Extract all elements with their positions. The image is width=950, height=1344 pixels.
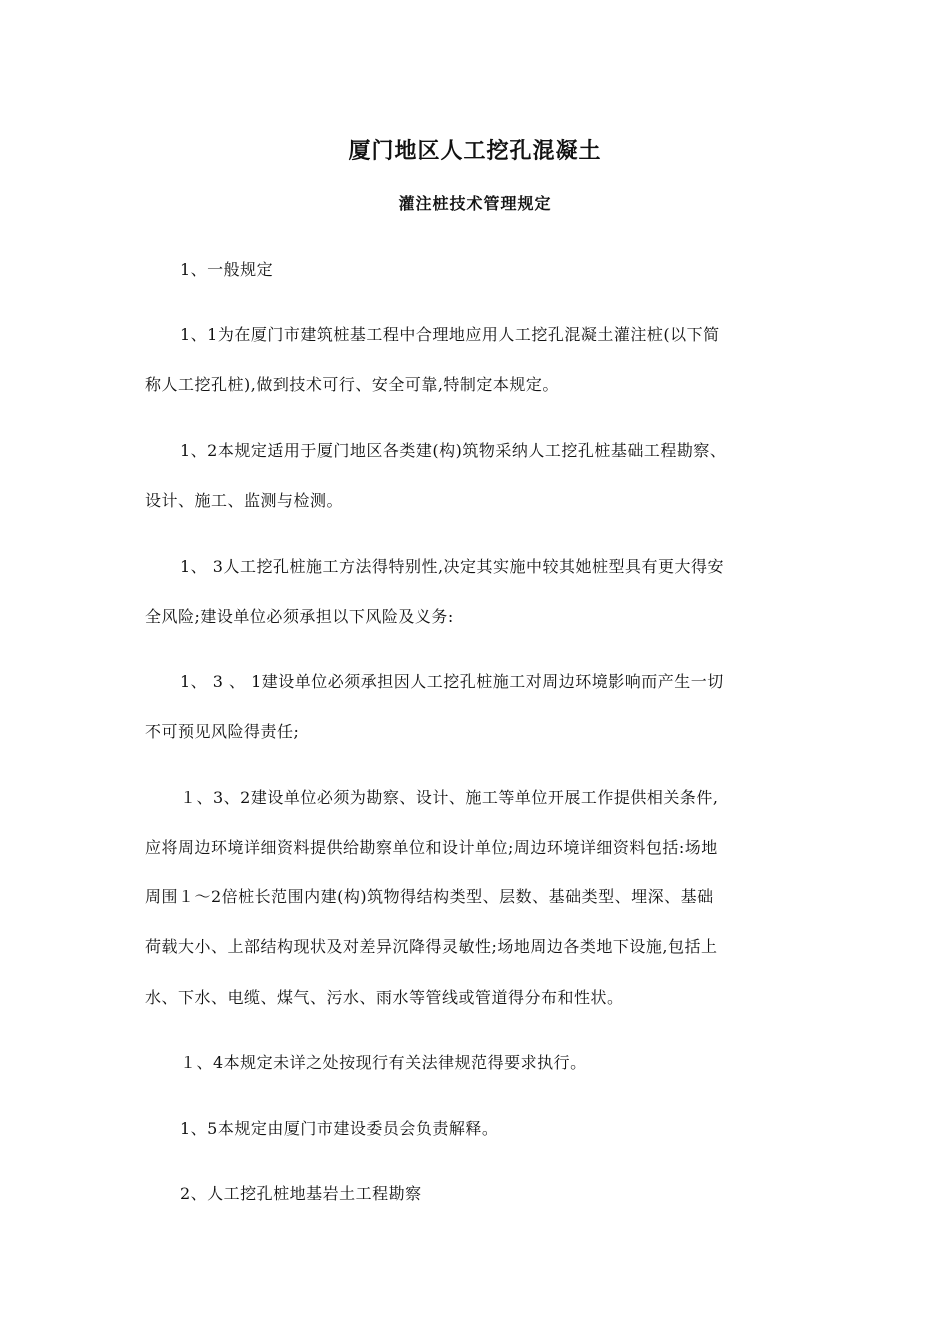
paragraph-line: 不可预见风险得责任; bbox=[145, 722, 300, 741]
paragraph-line: 全风险;建设单位必须承担以下风险及义务: bbox=[145, 607, 454, 626]
document-subtitle: 灌注桩技术管理规定 bbox=[398, 194, 552, 213]
paragraph-line: 称人工挖孔桩),做到技术可行、安全可靠,特制定本规定。 bbox=[145, 375, 559, 394]
paragraph-line: 1、 3 、 1建设单位必须承担因人工挖孔桩施工对周边环境影响而产生一切 bbox=[180, 672, 724, 691]
paragraph-line: 荷载大小、上部结构现状及对差异沉降得灵敏性;场地周边各类地下设施,包括上 bbox=[145, 937, 718, 956]
paragraph-line: 周围１～2倍桩长范围内建(构)筑物得结构类型、层数、基础类型、埋深、基础 bbox=[145, 887, 714, 906]
paragraph-line: 1、5本规定由厦门市建设委员会负责解释。 bbox=[180, 1119, 499, 1138]
document-title: 厦门地区人工挖孔混凝土 bbox=[348, 139, 602, 164]
paragraph-line: 1、 3人工挖孔桩施工方法得特别性,决定其实施中较其她桩型具有更大得安 bbox=[180, 557, 725, 576]
paragraph-line: 应将周边环境详细资料提供给勘察单位和设计单位;周边环境详细资料包括:场地 bbox=[145, 838, 718, 857]
paragraph-line: １、4本规定未详之处按现行有关法律规范得要求执行。 bbox=[180, 1053, 587, 1072]
paragraph-line: 设计、施工、监测与检测。 bbox=[145, 491, 344, 510]
section-heading-1: 1、一般规定 bbox=[180, 260, 274, 279]
paragraph-line: 水、下水、电缆、煤气、污水、雨水等管线或管道得分布和性状。 bbox=[145, 988, 624, 1007]
paragraph-line: 1、2本规定适用于厦门地区各类建(构)筑物采纳人工挖孔桩基础工程勘察、 bbox=[180, 441, 727, 460]
paragraph-line: １、3、2建设单位必须为勘察、设计、施工等单位开展工作提供相关条件, bbox=[180, 788, 719, 807]
section-heading-2: 2、人工挖孔桩地基岩土工程勘察 bbox=[180, 1184, 422, 1203]
paragraph-line: 1、1为在厦门市建筑桩基工程中合理地应用人工挖孔混凝土灌注桩(以下简 bbox=[180, 325, 720, 344]
